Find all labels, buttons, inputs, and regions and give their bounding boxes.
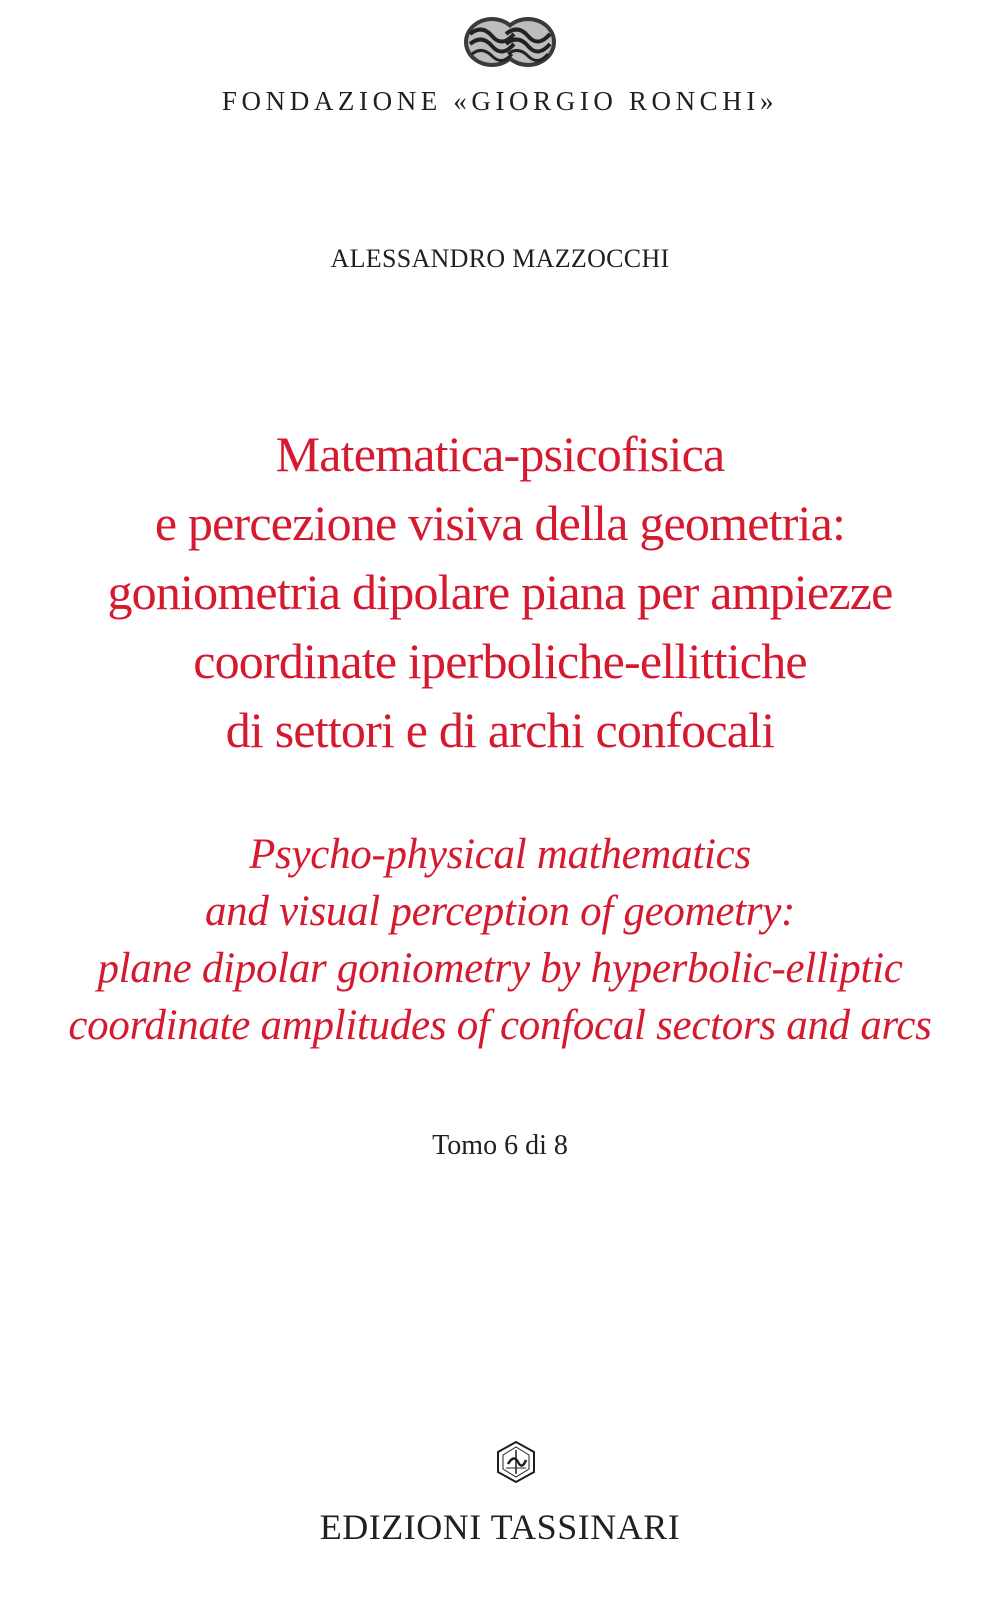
italian-title: [0, 420, 1000, 765]
italian-title-line: goniometria dipolare piana per ampiezze: [107, 564, 893, 620]
english-title: [0, 826, 1000, 1054]
foundation-emblem-icon: [460, 14, 560, 70]
author-name: ALESSANDRO MAZZOCCHI: [330, 244, 670, 273]
italian-title-line: e percezione visiva della geometria:: [154, 495, 846, 551]
english-title-line: and visual perception of geometry:: [204, 888, 796, 935]
english-title-line: Psycho-physical mathematics: [249, 831, 751, 878]
publisher-name: EDIZIONI TASSINARI: [319, 1507, 681, 1547]
italian-title-line: Matematica-psicofisica: [275, 426, 725, 482]
italian-title-line: coordinate iperboliche-ellittiche: [193, 633, 807, 689]
italian-title-line: di settori e di archi confocali: [225, 702, 775, 758]
english-title-line: plane dipolar goniometry by hyperbolic-elliptic: [97, 945, 903, 992]
foundation-name: FONDAZIONE «GIORGIO RONCHI»: [221, 86, 779, 116]
english-title-line: coordinate amplitudes of confocal sectors and arcs: [68, 1002, 932, 1049]
volume-label: Tomo 6 di 8: [432, 1130, 568, 1161]
publisher-emblem-icon: [494, 1440, 538, 1484]
